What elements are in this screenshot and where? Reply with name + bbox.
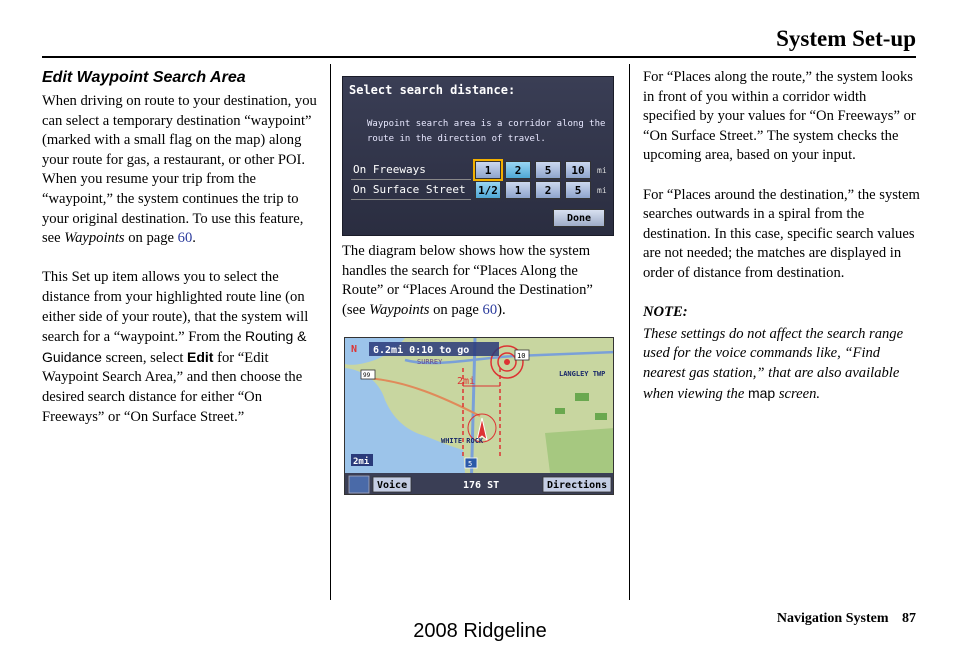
paragraph-around-destination: For “Places around the destination,” the system searches outwards in a spiral from the destination. In this case, specific search values are not needed; the matches are displayed in order of distance from destination.	[643, 186, 920, 281]
freeway-option-2[interactable]: 2	[505, 161, 531, 179]
note-text-a: These settings do not affect the search range used for the voice commands like, “Find nearest gas station,” that are also available when viewing the	[643, 325, 904, 402]
town-langley: LANGLEY TWP	[559, 370, 606, 378]
map-screen	[344, 337, 614, 495]
map-green-2	[555, 408, 565, 414]
setup-text-c: for “Edit Waypoint Search Area,” and then choose the desired search distance for either “On Freeways” or “On Surface Street.”	[42, 349, 303, 425]
scale-label: 2mi	[353, 457, 370, 467]
column-middle	[342, 242, 618, 340]
shield-99-label: 99	[363, 372, 371, 379]
column-left	[42, 68, 322, 447]
select-distance-screen	[342, 76, 614, 236]
screen-subtitle: Waypoint search area is a corridor along the route in the direction of travel.	[367, 119, 606, 144]
freeway-option-3[interactable]: 5	[535, 161, 561, 179]
freeway-option-4[interactable]: 10	[565, 161, 591, 179]
surface-option-4[interactable]: 5	[565, 181, 591, 199]
directions-button[interactable]: Directions	[547, 480, 608, 491]
watermark: 2008 Ridgeline	[413, 620, 547, 642]
page-link-60[interactable]: 60	[177, 230, 193, 247]
town-white-rock: WHITE ROCK	[441, 437, 484, 445]
street-label: 176 ST	[463, 480, 500, 491]
column-divider-1	[330, 64, 331, 600]
shield-5-label: 5	[468, 460, 473, 468]
destination-marker	[504, 359, 510, 365]
intro-mid: on page	[124, 230, 178, 247]
map-green-3	[595, 413, 607, 420]
column-right	[643, 68, 921, 424]
screen-title: Select search distance:	[349, 83, 516, 97]
shield-10-label: 10	[517, 352, 526, 360]
paragraph-diagram	[342, 242, 618, 320]
edit-label: Edit	[187, 348, 214, 365]
diagram-text-a: The diagram below shows how the system handles the search for “Places Along the Route” or “Places Around the Destination” (see	[342, 243, 593, 318]
setup-text-b: screen, select	[101, 349, 188, 366]
note-label: NOTE:	[643, 304, 688, 321]
diagram-text-c: ).	[497, 301, 506, 318]
surface-unit: mi	[597, 186, 607, 195]
intro-end: .	[192, 230, 196, 247]
waypoints-ref-2: Waypoints	[369, 301, 430, 318]
freeways-underline	[351, 179, 471, 180]
intro-text: When driving on route to your destination, you can select a temporary destination “waypoint” (marked with a small flag on the map) along your route for gas, a restaurant, or other POI. When you resume your trip from the “waypoint,” the system continues the trip to your original destination. To use this feature, see	[42, 93, 317, 247]
column-divider-2	[629, 64, 630, 600]
town-surrey: SURREY	[417, 358, 443, 366]
setup-text-a: This Set up item allows you to select the distance from your highlighted route line (on either side of your route), that the system will search for a “waypoint.” From the	[42, 269, 309, 346]
map-park	[545, 428, 614, 473]
paragraph-intro	[42, 92, 322, 249]
compass-label: N	[351, 344, 358, 355]
page-number: 87	[902, 611, 916, 626]
surface-option-1[interactable]: 1/2	[475, 181, 501, 199]
section-title: Edit Waypoint Search Area	[42, 69, 246, 86]
freeway-unit: mi	[597, 166, 607, 175]
surface-option-2[interactable]: 1	[505, 181, 531, 199]
surface-underline	[351, 199, 471, 200]
surface-label: On Surface Street	[353, 183, 466, 196]
paragraph-along-route: For “Places along the route,” the system looks in front of you within a corridor width specified by your values for “On Freeways” or “On Surface Street.” The system checks the upcoming area, based on your input.	[643, 69, 916, 164]
paragraph-setup	[42, 268, 322, 427]
map-menu-icon[interactable]	[349, 476, 369, 493]
voice-button[interactable]: Voice	[377, 480, 408, 491]
header-rule	[42, 56, 916, 58]
distance-readout: 6.2mi 0:10 to go	[373, 345, 470, 356]
waypoints-ref: Waypoints	[64, 230, 125, 247]
surface-option-3[interactable]: 2	[535, 181, 561, 199]
done-button[interactable]: Done	[553, 209, 605, 227]
routing-guidance-label: Routing & Guidance	[42, 328, 307, 365]
page-title: System Set-up	[776, 26, 916, 51]
note-text-b: screen.	[775, 385, 821, 402]
map-label: map	[747, 384, 776, 401]
page-link-60-b[interactable]: 60	[482, 301, 498, 318]
freeways-label: On Freeways	[353, 163, 426, 176]
freeway-option-1[interactable]: 1	[475, 161, 501, 179]
footer-nav-label: Navigation System	[776, 611, 889, 626]
map-green-1	[575, 393, 589, 401]
corridor-label: 2mi	[457, 376, 476, 387]
note-text	[643, 325, 921, 404]
diagram-text-b: on page	[429, 301, 483, 318]
